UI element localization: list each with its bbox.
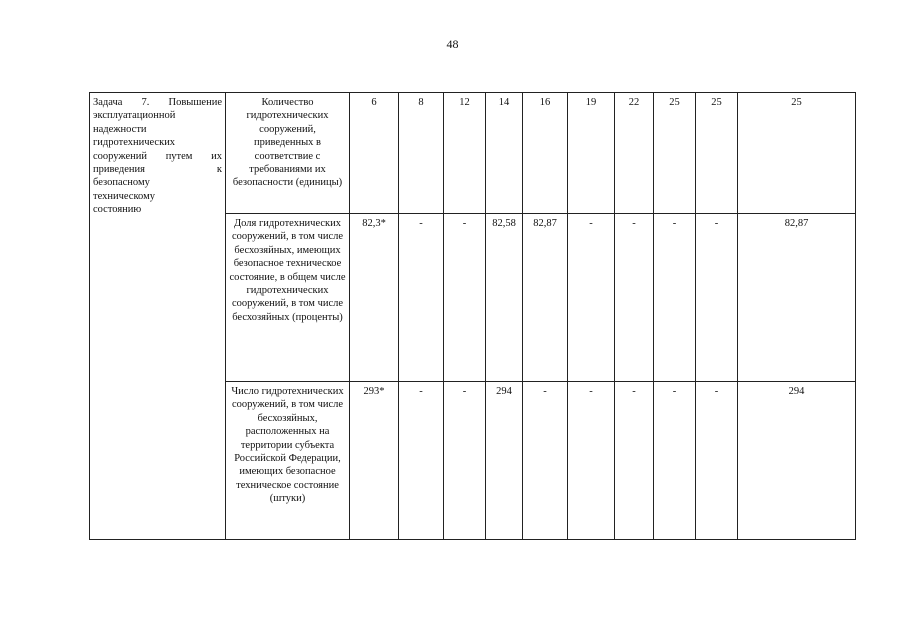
task-line: надежности	[93, 123, 147, 135]
value-cell: 25	[654, 93, 696, 214]
value-cell: -	[444, 382, 486, 540]
value-cell: 8	[399, 93, 444, 214]
task-line: эксплуатационной	[93, 110, 176, 122]
task-cell	[90, 93, 226, 540]
value-cell: -	[615, 382, 654, 540]
value-cell: 82,87	[523, 214, 568, 382]
page-number: 48	[446, 37, 459, 51]
value-cell: -	[444, 214, 486, 382]
task-line: Задача 7. Повышение	[93, 97, 222, 108]
value-cell: 82,3*	[350, 214, 399, 382]
value-cell: -	[696, 214, 738, 382]
value-cell: 19	[568, 93, 615, 214]
value-cell: -	[568, 382, 615, 540]
value-cell: 294	[486, 382, 523, 540]
value-cell: -	[568, 214, 615, 382]
value-cell: -	[399, 382, 444, 540]
value-cell: 22	[615, 93, 654, 214]
task-line: техническому	[93, 190, 155, 202]
value-cell: 14	[486, 93, 523, 214]
value-cell: 294	[738, 382, 856, 540]
value-cell: 25	[696, 93, 738, 214]
value-cell: 293*	[350, 382, 399, 540]
value-cell: 25	[738, 93, 856, 214]
indicator-name: Доля гидротехнических сооружений, в том числе бесхозяйных, имеющих безопасное техническое состояние, в общем числе гидротехнических сооружений, в том числе бесхозяйных (проценты)	[226, 214, 350, 382]
task-line: состоянию	[93, 204, 142, 216]
value-cell: 12	[444, 93, 486, 214]
value-cell: 82,58	[486, 214, 523, 382]
value-cell: 16	[523, 93, 568, 214]
task-line: приведения к	[93, 164, 222, 176]
indicator-name: Количество гидротехнических сооружений, приведенных в соответствие с требованиями их безопасности (единицы)	[226, 93, 350, 214]
table-row	[90, 93, 856, 214]
value-cell: 82,87	[738, 214, 856, 382]
task-line: безопасному	[93, 177, 150, 189]
indicator-name: Число гидротехнических сооружений, в том числе бесхозяйных, расположенных на территории субъекта Российской Федерации, имеющих безопасное техническое состояние (штуки)	[226, 382, 350, 540]
value-cell: -	[523, 382, 568, 540]
value-cell: -	[654, 382, 696, 540]
value-cell: -	[696, 382, 738, 540]
value-cell: -	[399, 214, 444, 382]
task-line: гидротехнических	[93, 137, 176, 149]
value-cell: 6	[350, 93, 399, 214]
value-cell: -	[615, 214, 654, 382]
indicators-table	[89, 92, 856, 540]
value-cell: -	[654, 214, 696, 382]
task-line: сооружений путем их	[93, 150, 222, 162]
